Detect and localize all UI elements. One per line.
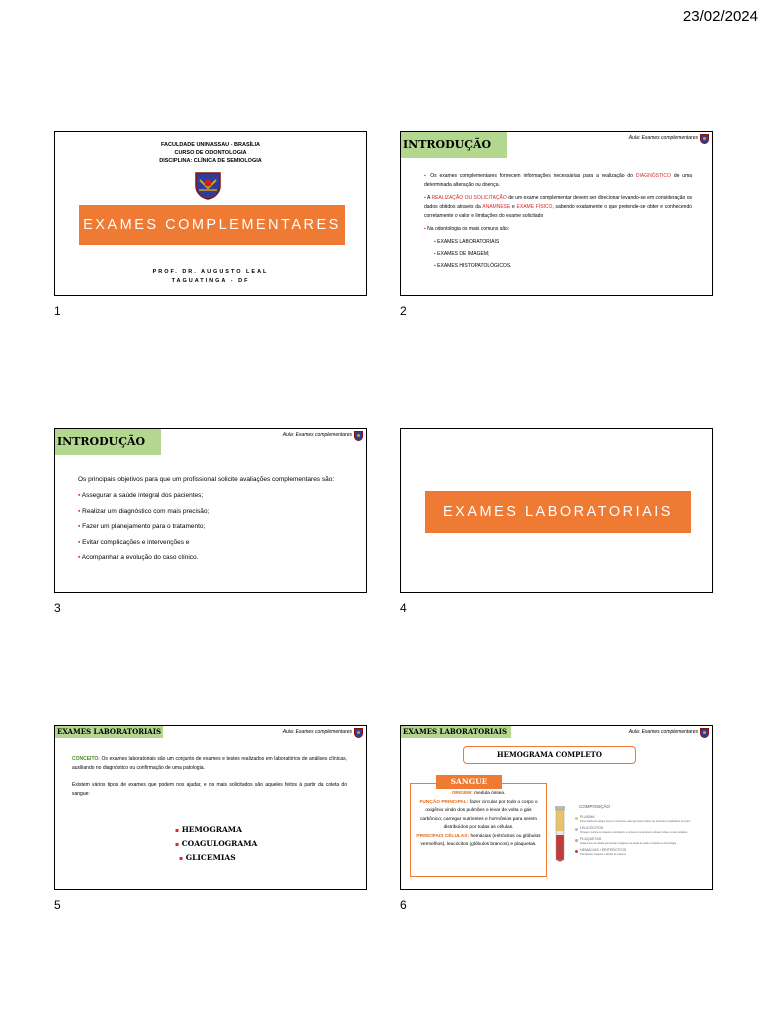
crest-icon bbox=[700, 134, 709, 144]
sangue-box bbox=[410, 783, 547, 877]
print-date: 23/02/2024 bbox=[682, 8, 758, 25]
slide-5-header-tag: Aula: Exames complementares bbox=[282, 729, 352, 735]
list-item: ▪ GLICEMIAS bbox=[179, 853, 236, 862]
blood-composition bbox=[551, 804, 711, 864]
composition-item bbox=[575, 837, 711, 848]
p2-keyword-3: EXAME FÍSICO bbox=[516, 204, 553, 210]
composition-name: PLAQUETAS bbox=[580, 837, 602, 841]
slide-4-title: EXAMES LABORATORIAIS bbox=[425, 491, 691, 533]
composition-desc: Parte líquida do sangue rica em nutrientes e sais que ficam retidos nos processos metabólicos do corpo bbox=[580, 819, 691, 823]
professor-info bbox=[55, 268, 366, 286]
slide-3-body bbox=[78, 475, 346, 563]
composition-name: LEUCÓCITOS bbox=[580, 826, 604, 830]
composition-desc: Fragmentos de células que formam coágulos nos locais de lesão e impedem a hemorragia bbox=[580, 841, 677, 845]
slide-number-6: 6 bbox=[400, 898, 407, 912]
slide-number-4: 4 bbox=[400, 601, 407, 615]
slide-number-2: 2 bbox=[400, 304, 407, 318]
professor-name: PROF. DR. AUGUSTO LEAL bbox=[152, 269, 269, 275]
slide-2-heading: INTRODUÇÃO bbox=[401, 132, 507, 158]
slide-5-heading: EXAMES LABORATORIAIS bbox=[57, 727, 162, 736]
crest-icon bbox=[700, 728, 709, 738]
composition-item bbox=[575, 815, 711, 826]
institution-header bbox=[55, 141, 366, 165]
institution-line-2: CURSO DE ODONTOLOGIA bbox=[174, 150, 247, 156]
slide-number-1: 1 bbox=[54, 304, 61, 318]
p2-text-e: e bbox=[512, 204, 515, 210]
list-item: ▪ Evitar complicações e intervenções e bbox=[78, 538, 190, 546]
blood-tube-icon bbox=[553, 806, 567, 864]
list-item: ▪ HEMOGRAMA bbox=[175, 825, 242, 834]
composition-dot bbox=[575, 817, 578, 820]
list-item: ▪ Acompanhar a evolução do caso clínico. bbox=[78, 554, 199, 561]
institution-line-1: FACULDADE UNINASSAU - BRASÍLIA bbox=[161, 142, 260, 148]
slide-2-header-tag: Aula: Exames complementares bbox=[628, 135, 698, 141]
sangue-text bbox=[414, 790, 543, 850]
composition-title: COMPOSIÇÃO bbox=[579, 804, 611, 809]
paragraph-2 bbox=[424, 194, 692, 221]
concept-label: CONCEITO: bbox=[72, 756, 100, 762]
funcao-label: FUNÇÃO PRINCIPAL: bbox=[419, 799, 469, 805]
p2-text-a: A bbox=[426, 195, 431, 201]
slide-2 bbox=[400, 131, 713, 296]
slide-1 bbox=[54, 131, 367, 296]
p3-text: Na odontologia os mais comuns são: bbox=[427, 226, 510, 232]
objectives-list bbox=[78, 491, 346, 563]
slide-number-3: 3 bbox=[54, 601, 61, 615]
list-item: ▪ Fazer um planejamento para o tratamento; bbox=[78, 523, 206, 530]
exam-types-paragraph: Existem vários tipos de exames que podem nos ajudar, e os mais solicitados são aqueles feitos à partir da coleta do sangue: bbox=[72, 782, 347, 797]
blood-exams-list bbox=[175, 823, 257, 865]
slide-5-body bbox=[72, 755, 347, 799]
slide-6 bbox=[400, 725, 713, 890]
p2-keyword-1: REALIZAÇÃO OU SOLICITAÇÃO bbox=[431, 195, 507, 201]
objectives-intro: Os principais objetivos para que um profissional solicite avaliações complementares são: bbox=[78, 476, 335, 483]
p1-text-a: Os exames complementares fornecem informações necessárias para a realização do bbox=[430, 173, 633, 179]
list-item: ▪ EXAMES LABORATORIAIS bbox=[434, 239, 500, 245]
list-item: ▪ Assegurar a saúde integral dos pacientes; bbox=[78, 492, 204, 499]
composition-item bbox=[575, 848, 711, 859]
composition-dot bbox=[575, 839, 578, 842]
institution-line-3: DISCIPLINA: CLÍNICA DE SEMIOLOGIA bbox=[159, 158, 262, 164]
p2-text-g: , sabendo exatamente o que pretende-se obter e conhecendo corretamente o valor e limitações do exame solicitado bbox=[424, 204, 693, 219]
slide-5 bbox=[54, 725, 367, 890]
list-item: ▪ Realizar um diagnóstico com mais precisão; bbox=[78, 507, 210, 515]
p1-text-c: de uma determinada alteração ou doença. bbox=[424, 173, 693, 188]
slide-number-5: 5 bbox=[54, 898, 61, 912]
location: TAGUATINGA - DF bbox=[171, 278, 250, 284]
slide-3-heading: INTRODUÇÃO bbox=[55, 429, 161, 455]
slide-1-title: EXAMES COMPLEMENTARES bbox=[79, 205, 345, 245]
celulas-label: PRINCIPAIS CÉLULAS: bbox=[416, 833, 470, 839]
composition-dot bbox=[575, 850, 578, 853]
p2-keyword-2: ANAMNESE bbox=[482, 204, 511, 210]
p1-keyword: DIAGNÓSTICO bbox=[635, 173, 671, 179]
funcao-text: fazer circular por todo o corpo o oxigênio vindo dos pulmões e levar de volta o gás carbônico; carregar nutrientes e hormônios para serem distribuídos por todas as células. bbox=[419, 799, 538, 830]
university-crest-icon bbox=[195, 172, 221, 200]
bullet-icon: ▪ bbox=[424, 226, 426, 232]
composition-list bbox=[575, 815, 711, 859]
paragraph-3 bbox=[424, 225, 692, 234]
p2-text-c: de um exame complementar devem ser direcionar levando-se em consideração os dados obtidos através da bbox=[424, 195, 692, 210]
bullet-icon: ▪ bbox=[424, 173, 428, 179]
slide-2-body bbox=[424, 172, 692, 271]
list-item: ▪ EXAMES HISTOPATOLÓGICOS. bbox=[434, 263, 512, 269]
celulas-text: hemácias (eritrócitos ou glóbulos vermelhos), leucócitos (glóbulos brancos) e plaquetas. bbox=[420, 833, 541, 847]
composition-name: HEMÁCIAS / ERITRÓCITOS bbox=[580, 848, 627, 852]
list-item: ▪ COAGULOGRAMA bbox=[175, 839, 258, 848]
slide-3 bbox=[54, 428, 367, 593]
celulas-line bbox=[414, 833, 543, 850]
slide-4 bbox=[400, 428, 713, 593]
crest-icon bbox=[354, 431, 363, 441]
exam-types-list bbox=[424, 238, 692, 271]
hemograma-box: HEMOGRAMA COMPLETO bbox=[463, 746, 636, 764]
origem-label: ORIGEM: bbox=[451, 791, 473, 796]
composition-name: PLASMA bbox=[580, 815, 595, 819]
origem-line bbox=[414, 790, 543, 799]
funcao-line bbox=[414, 799, 543, 833]
bullet-icon: ▪ bbox=[424, 195, 426, 201]
concept-text: Os exames laboratoriais são um conjunto de exames e testes realizados em laboratórios de análises clínicas, auxiliando no diagnóstico ou confirmação de uma patologia. bbox=[72, 756, 347, 771]
composition-desc: Protegem contra os invasores microbianos e removem ou destroem células mortas e restos celulares bbox=[580, 830, 688, 834]
composition-item bbox=[575, 826, 711, 837]
slide-6-heading: EXAMES LABORATORIAIS bbox=[401, 726, 511, 738]
slide-6-header-tag: Aula: Exames complementares bbox=[628, 729, 698, 735]
paragraph-1 bbox=[424, 172, 692, 190]
list-item: ▪ EXAMES DE IMAGEM; bbox=[434, 251, 490, 257]
composition-desc: Transportam oxigênio e dióxido de carbono bbox=[580, 852, 626, 856]
slide-3-header-tag: Aula: Exames complementares bbox=[282, 432, 352, 438]
sangue-label: SANGUE bbox=[436, 775, 502, 789]
crest-icon bbox=[354, 728, 363, 738]
origem-text: medula óssea. bbox=[474, 791, 506, 796]
concept-paragraph bbox=[72, 755, 347, 773]
composition-dot bbox=[575, 828, 578, 831]
